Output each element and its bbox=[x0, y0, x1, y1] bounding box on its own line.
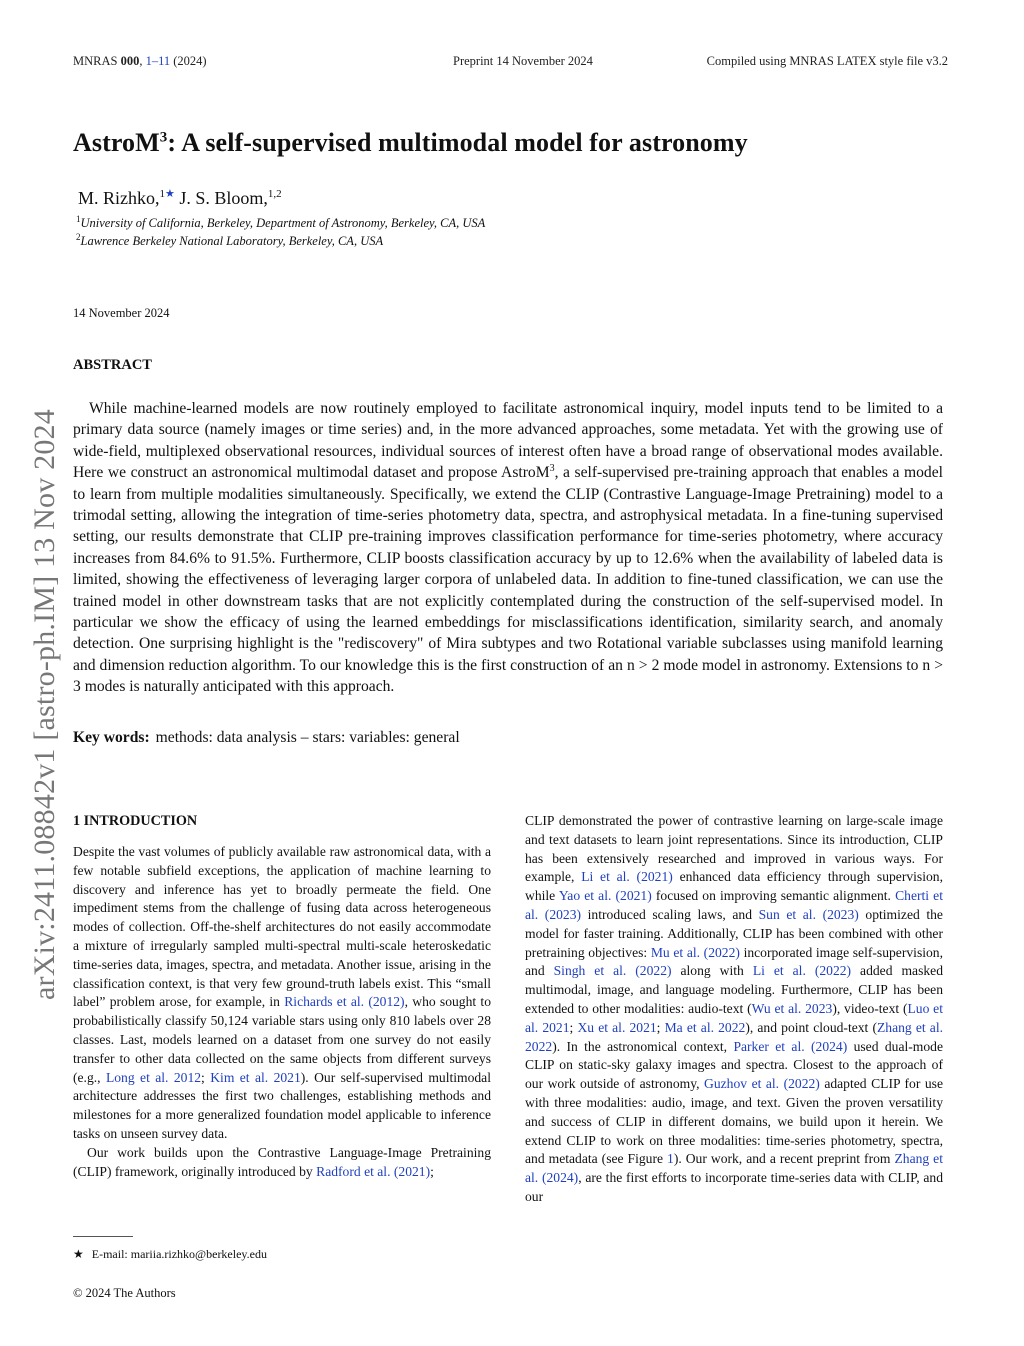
citation-link[interactable]: Li et al. (2021) bbox=[581, 869, 673, 885]
citation-link[interactable]: Cherti et al. (2023) bbox=[525, 888, 943, 922]
running-header-preprint: Preprint 14 November 2024 bbox=[453, 54, 593, 68]
author-footnote-star[interactable]: ★ bbox=[165, 188, 175, 200]
abstract-body: While machine-learned models are now routinely employed to facilitate astronomical inquiry, model inputs tend to be limited to a primary data source (namely images or time series) and, in the more advanced approaches, some metadata. Yet with the growing use of wide-field, multiplexed observational resources, individual sources of interest often have a broad range of observational modes available. Here we construct an astronomical multimodal dataset and propose AstroM$^3$, a self-supervised pre-training approach that enables a model to learn from multiple modalities simultaneously. Specifically, we extend the CLIP (Contrastive Language-Image Pretraining) model to a trimodal setting, allowing the integration of time-series photometry data, spectra, and astrophysical metadata. In a fine-tuning supervised setting, our results demonstrate that CLIP pre-training improves classification performance for time-series photometry, where accuracy increases from 84.6% to 91.5%. Furthermore, CLIP boosts classification accuracy by up to 12.6% when the availability of labeled data is limited, showing the effectiveness of leveraging larger corpora of unlabeled data. In addition to fine-tuned classification, we can use the trained model in other downstream tasks that are not explicitly contemplated during the construction of the self-supervised model. In particular we show the efficacy of using the learned embeddings for misclassifications identification, similarity search, and anomaly detection. One surprising highlight is the "rediscovery" of Mira subtypes and two Rotational variable subclasses using manifold learning and dimension reduction algorithm. To our knowledge this is the first construction of an n > 2 mode model in astronomy. Extensions to n > 3 modes is naturally anticipated with this approach. bbox=[73, 400, 943, 696]
figure-link[interactable]: 1 bbox=[667, 1151, 674, 1167]
intro-paragraph-1: Despite the vast volumes of publicly available raw astronomical data, with a few notable subfield exceptions, the application of machine learning to discovery and inference has yet to broadly permeate the field. One impediment stems from the challenge of fusing data across heterogeneous modes of collection. Off-the-shelf architectures do not easily accommodate a mixture of irregularly sampled multi-spectral multi-scale heteroskedatic time-series data, images, spectra, and metadata. Another issue, arising in the classification context, is that very few ground-truth labels exist. This “small label” problem arose, for example, in Richards et al. (2012), who sought to probabilistically classify 50,124 variable stars using only 810 labels over 28 classes. Last, models learned on a dataset from one survey do not easily transfer to other data collected on the same objects from different surveys (e.g., Long et al. 2012; Kim et al. 2021). Our self-supervised multimodal architecture addresses the first two challenges, establishing methods and milestones for a more generalized foundation model applicable to inference tasks on unseen survey data. bbox=[73, 844, 491, 1141]
paper-date: 14 November 2024 bbox=[73, 306, 170, 320]
page-range-link[interactable]: 1–11 bbox=[145, 54, 171, 68]
citation-link[interactable]: Mu et al. (2022) bbox=[650, 944, 740, 960]
citation-link[interactable]: Li et al. (2022) bbox=[752, 963, 852, 979]
citation-link[interactable]: Wu et al. 2023 bbox=[751, 1000, 833, 1016]
citation-link[interactable]: Ma et al. 2022 bbox=[664, 1019, 746, 1035]
footnote-email: ★ E-mail: mariia.rizhko@berkeley.edu bbox=[73, 1247, 267, 1261]
citation-link[interactable]: Zhang et al. (2024) bbox=[525, 1151, 943, 1186]
footnote-rule bbox=[73, 1236, 133, 1237]
section-heading-introduction: 1 INTRODUCTION bbox=[73, 813, 198, 829]
intro-left-column bbox=[73, 843, 491, 1181]
author-list: M. Rizhko,$^{1★}$ J. S. Bloom,$^{1,2}$ bbox=[78, 188, 282, 208]
citation-link[interactable]: Sun et al. (2023) bbox=[758, 906, 859, 922]
citation-link[interactable]: Luo et al. 2021 bbox=[525, 1000, 943, 1035]
affiliation-1: $^1$University of California, Berkeley, Department of Astronomy, Berkeley, CA, USA bbox=[76, 214, 486, 231]
citation-link[interactable]: Richards et al. (2012) bbox=[284, 994, 405, 1010]
citation-link[interactable]: Yao et al. (2021) bbox=[558, 888, 652, 904]
citation-link[interactable]: Parker et al. (2024) bbox=[733, 1038, 848, 1054]
intro-paragraph-3: CLIP demonstrated the power of contrastive learning on large-scale image and text datasets to learn joint representations. Since its introduction, CLIP has been extensively researched and improved in various ways. For example, Li et al. (2021) enhanced data efficiency through supervision, while Yao et al. (2021) focused on improving semantic alignment. Cherti et al. (2023) introduced scaling laws, and Sun et al. (2023) optimized the model for faster training. Additionally, CLIP has been combined with other pretraining objectives: Mu et al. (2022) incorporated image self-supervision, and Singh et al. (2022) along with Li et al. (2022) added masked multimodal, image, and language modeling. Furthermore, CLIP has been extended to other modalities: audio-text (Wu et al. 2023), video-text (Luo et al. 2021; Xu et al. 2021; Ma et al. 2022), and point cloud-text (Zhang et al. 2022). In the astronomical context, Parker et al. (2024) used dual-mode CLIP on static-sky galaxy images and spectra. Closest to the approach of our work outside of astronomy, Guzhov et al. (2022) adapted CLIP for use with three modalities: audio, image, and text. Given the proven versatility and success of CLIP in different domains, we build upon it herein. We extend CLIP to work on three modalities: time-series photometry, spectra, and metadata (see Figure 1). Our work, and a recent preprint from Zhang et al. (2024), are the first efforts to incorporate time-series data with CLIP, and our bbox=[525, 813, 944, 1204]
running-header-compiled: Compiled using MNRAS LATEX style file v3.2 bbox=[706, 54, 948, 68]
copyright-notice: © 2024 The Authors bbox=[73, 1286, 176, 1300]
citation-link[interactable]: Guzhov et al. (2022) bbox=[704, 1076, 820, 1092]
citation-link[interactable]: Singh et al. (2022) bbox=[553, 963, 672, 979]
citation-link[interactable]: Radford et al. (2021) bbox=[316, 1163, 431, 1179]
paper-title: AstroM$^3$: A self-supervised multimodal model for astronomy bbox=[73, 128, 748, 157]
intro-right-column bbox=[525, 812, 943, 1207]
citation-link[interactable]: Kim et al. 2021 bbox=[210, 1069, 301, 1085]
abstract-heading: ABSTRACT bbox=[73, 357, 152, 373]
arxiv-stamp: arXiv:2411.08842v1 [astro-ph.IM] 13 Nov 2024 bbox=[28, 409, 61, 1000]
citation-link[interactable]: Zhang et al. 2022 bbox=[525, 1019, 944, 1054]
citation-link[interactable]: Xu et al. 2021 bbox=[577, 1019, 657, 1035]
affiliation-2: $^2$Lawrence Berkeley National Laboratory, Berkeley, CA, USA bbox=[76, 232, 384, 249]
running-header-journal: MNRAS 000, 1–11 (2024) bbox=[73, 54, 207, 68]
intro-paragraph-2: Our work builds upon the Contrastive Language-Image Pretraining (CLIP) framework, originally introduced by Radford et al. (2021); bbox=[73, 1144, 491, 1179]
keywords: Key words: methods: data analysis – stars: variables: general bbox=[73, 729, 460, 746]
citation-link[interactable]: Long et al. 2012 bbox=[105, 1069, 202, 1085]
